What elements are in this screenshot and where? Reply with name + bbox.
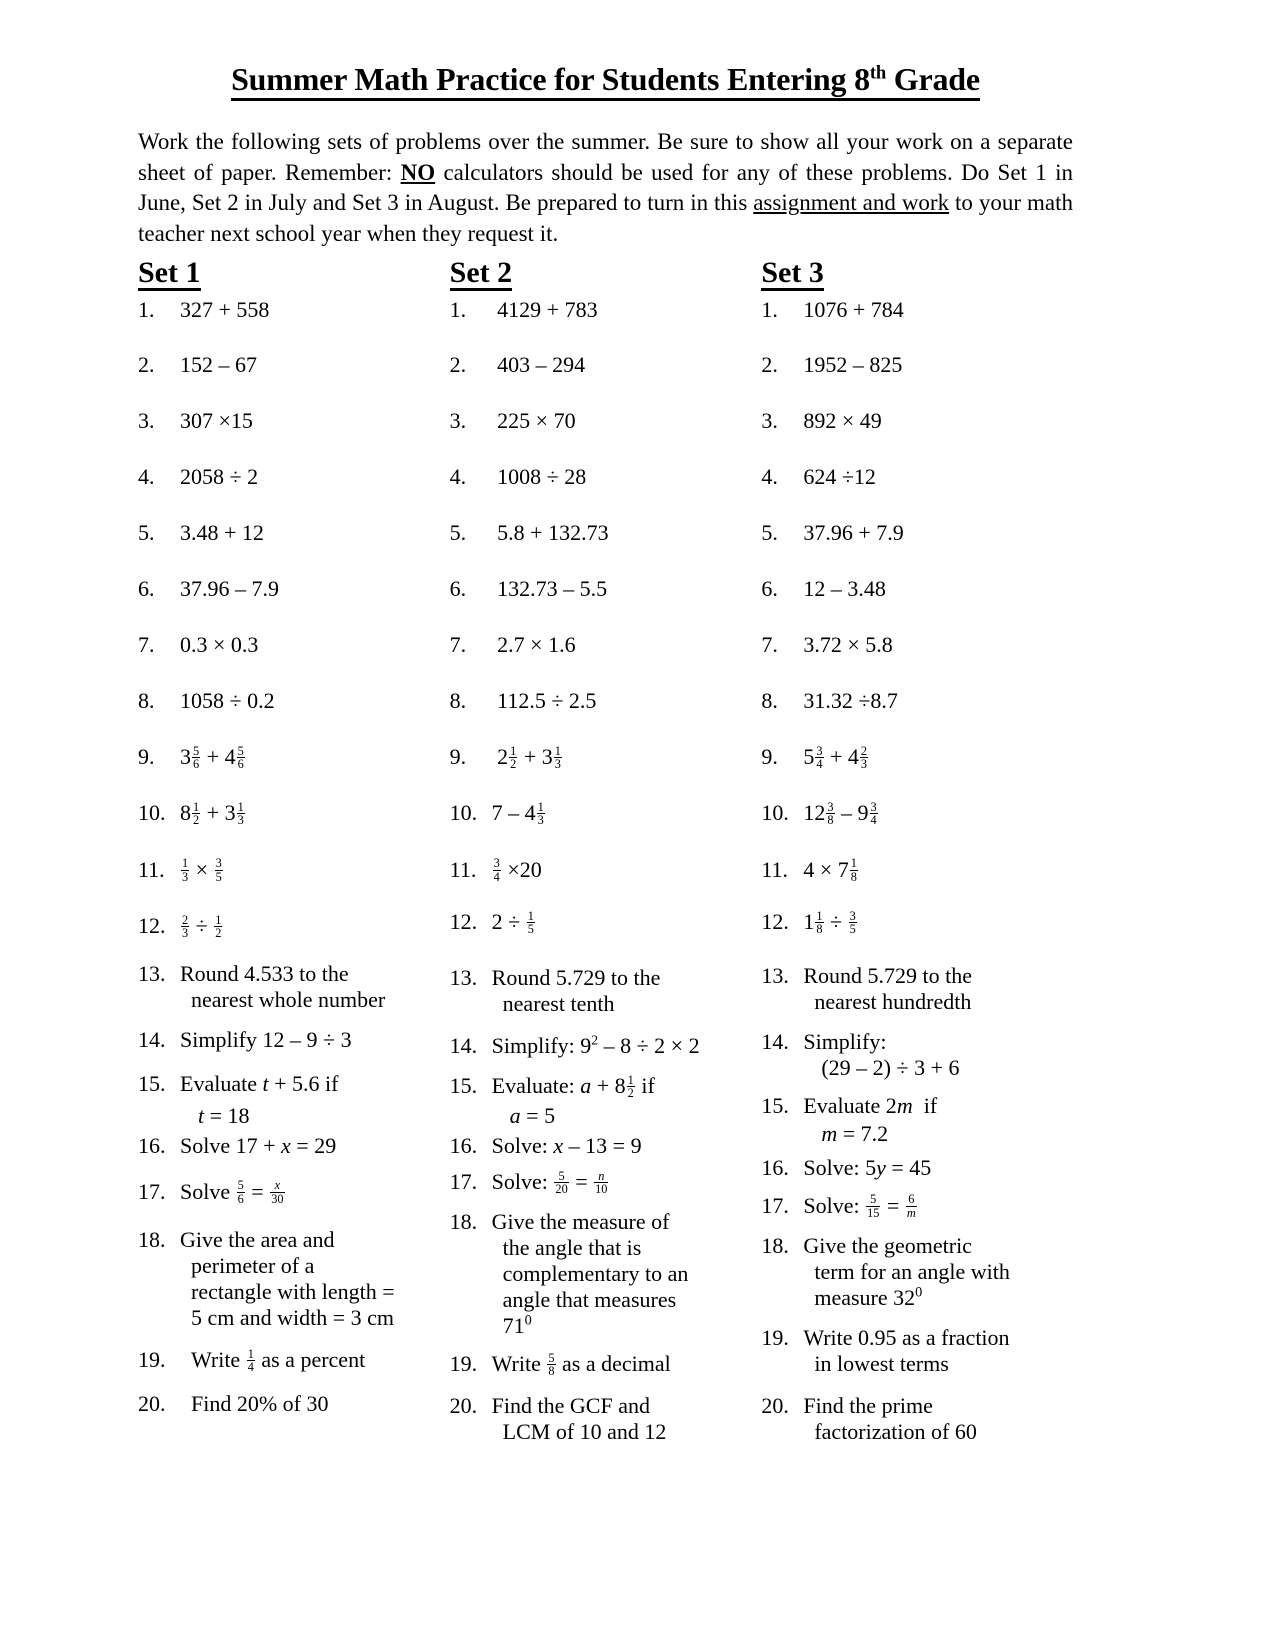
- problem-item: 6. 12 – 3.48: [761, 576, 1073, 602]
- problem-item: 10. 7 – 4 $\frac{1}{3}$: [450, 800, 762, 826]
- problem-item: 5. 5.8 + 132.73: [450, 520, 762, 546]
- problem-item: 1. 327 + 558: [138, 297, 450, 323]
- problem-text: Find the prime factorization of 60: [803, 1392, 977, 1444]
- problem-text: Find the GCF and LCM of 10 and 12: [491, 1393, 667, 1445]
- problem-set-1: [138, 255, 450, 1446]
- problem-item: 10. 8 $\frac{1}{2}$ + 3 $\frac{1}{3}$: [138, 800, 450, 826]
- page-title: [138, 62, 1073, 101]
- problem-item: 4. 2058 ÷ 2: [138, 464, 450, 490]
- problem-text: 3 $\frac{5}{6}$ + 4 $\frac{5}{6}$: [180, 743, 244, 772]
- problem-item: 1. 4129 + 783: [450, 297, 762, 323]
- problem-item: 16. Solve: x – 13 = 9: [450, 1133, 762, 1159]
- problem-text: 1076 + 784: [803, 296, 904, 322]
- problem-text: Solve $\frac{5}{6}$ = $\frac{x}{30}$: [180, 1178, 284, 1206]
- problem-text: Solve 17 + x = 29: [180, 1132, 337, 1158]
- problem-item: 13. Round 5.729 to the nearest tenth: [450, 965, 762, 1017]
- problem-item: 11. $\frac{3}{4}$ ×20: [450, 857, 762, 883]
- problem-text: Write $\frac{1}{4}$ as a percent: [180, 1346, 366, 1374]
- problem-item: 5. 37.96 + 7.9: [761, 520, 1073, 546]
- problem-text: 1058 ÷ 0.2: [180, 688, 275, 714]
- intro-paragraph: [138, 127, 1073, 249]
- page-content: [138, 62, 1073, 1445]
- problem-item: 18. Give the area and perimeter of a rectangle with length = 5 cm and width = 3 cm: [138, 1227, 450, 1331]
- problem-text: 225 × 70: [491, 408, 576, 434]
- problem-item: 20. Find the GCF and LCM of 10 and 12: [450, 1393, 762, 1445]
- problem-item: 11. $\frac{1}{3}$ × $\frac{3}{5}$: [138, 857, 450, 883]
- problem-item: 7. 2.7 × 1.6: [450, 632, 762, 658]
- problem-item: 3. 307 ×15: [138, 408, 450, 434]
- intro-no-emphasis: NO: [400, 159, 436, 185]
- intro-part-2: calculators should be used for any of these problems. Do Set 1 in June, Set 2 in July and Set 3 in August. Be prepared to turn in this: [138, 159, 1073, 216]
- problem-item: 12. $\frac{2}{3}$ ÷ $\frac{1}{2}$: [138, 913, 450, 939]
- problem-item: 7. 3.72 × 5.8: [761, 632, 1073, 658]
- problem-text: 2 ÷ $\frac{1}{5}$: [491, 908, 534, 936]
- problem-item: 15. Evaluate: a + 8 $\frac{1}{2}$ if a = 5: [450, 1073, 762, 1129]
- problem-item: 9. 5 $\frac{3}{4}$ + 4 $\frac{2}{3}$: [761, 744, 1073, 770]
- problem-item: 6. 37.96 – 7.9: [138, 576, 450, 602]
- problem-text: Evaluate t + 5.6 if t = 18: [180, 1070, 339, 1128]
- problem-item: 13. Round 5.729 to the nearest hundredth: [761, 963, 1073, 1015]
- problem-text: Solve: $\frac{5}{20}$ = $\frac{n}{10}$: [491, 1168, 608, 1197]
- problem-text: $\frac{2}{3}$ ÷ $\frac{1}{2}$: [182, 912, 222, 940]
- intro-part-3: to your math teacher next school year when they request it.: [138, 190, 1073, 246]
- set-1-problem-list: [138, 297, 450, 1418]
- set-2-heading: Set 2: [449, 255, 513, 289]
- problem-item: 2. 152 – 67: [138, 352, 450, 378]
- problem-text: 37.96 + 7.9: [803, 520, 904, 546]
- problem-item: 16. Solve 17 + x = 29: [138, 1133, 450, 1159]
- problem-item: 20. Find 20% of 30: [138, 1391, 450, 1417]
- problem-item: 16. Solve: 5y = 45: [761, 1155, 1073, 1181]
- page-title-ordinal: th: [869, 62, 886, 84]
- problem-text: 2058 ÷ 2: [180, 464, 259, 490]
- problem-item: 8. 112.5 ÷ 2.5: [450, 688, 762, 714]
- problem-text: Simplify: $9^2 - 8 \div 2 \times 2$: [491, 1032, 700, 1059]
- problem-item: 9. 2 $\frac{1}{2}$ + 3 $\frac{1}{3}$: [450, 744, 762, 770]
- problem-item: 14. Simplify: $9^2 - 8 \div 2 \times 2$: [450, 1033, 762, 1059]
- problem-text: 2 $\frac{1}{2}$ + 3 $\frac{1}{3}$: [497, 743, 561, 772]
- problem-item: 6. 132.73 – 5.5: [450, 576, 762, 602]
- problem-text: 12 $\frac{3}{8}$ – 9 $\frac{3}{4}$: [803, 800, 877, 828]
- problem-text: 8 $\frac{1}{2}$ + 3 $\frac{1}{3}$: [180, 800, 244, 828]
- problem-item: 20. Find the prime factorization of 60: [761, 1393, 1073, 1445]
- problem-text: $\frac{1}{3}$ × $\frac{3}{5}$: [182, 856, 222, 884]
- problem-text: Evaluate: a + 8 $\frac{1}{2}$ if a = 5: [491, 1072, 655, 1129]
- problem-text: 5 $\frac{3}{4}$ + 4 $\frac{2}{3}$: [803, 743, 868, 772]
- problem-text: 5.8 + 132.73: [491, 520, 609, 546]
- problem-text: Find 20% of 30: [180, 1391, 329, 1417]
- problem-sets-columns: [138, 255, 1073, 1446]
- problem-item: 3. 225 × 70: [450, 408, 762, 434]
- problem-text: 892 × 49: [803, 408, 882, 434]
- problem-text: Round 5.729 to the nearest tenth: [491, 965, 661, 1017]
- problem-text: $\frac{3}{4}$ ×20: [493, 856, 542, 884]
- problem-text: 2.7 × 1.6: [491, 632, 576, 658]
- problem-item: 4. 1008 ÷ 28: [450, 464, 762, 490]
- problem-text: Write 0.95 as a fraction in lowest terms: [803, 1324, 1010, 1376]
- problem-item: 8. 31.32 ÷8.7: [761, 688, 1073, 714]
- problem-item: 2. 1952 – 825: [761, 352, 1073, 378]
- problem-text: 327 + 558: [180, 296, 270, 322]
- problem-item: 2. 403 – 294: [450, 352, 762, 378]
- intro-underlined-phrase: assignment and work: [753, 190, 950, 216]
- problem-text: Solve: 5y = 45: [803, 1154, 932, 1180]
- problem-text: 3.48 + 12: [180, 520, 264, 546]
- page-title-main: Summer Math Practice for Students Entering 8: [231, 61, 870, 97]
- problem-item: 19. Write $\frac{5}{8}$ as a decimal: [450, 1351, 762, 1377]
- problem-item: 8. 1058 ÷ 0.2: [138, 688, 450, 714]
- problem-set-3: [761, 255, 1073, 1446]
- problem-text: Give the area and perimeter of a rectangle with length = 5 cm and width = 3 cm: [180, 1227, 395, 1330]
- problem-text: 3.72 × 5.8: [803, 632, 893, 658]
- problem-text: 31.32 ÷8.7: [803, 688, 898, 714]
- intro-part-1: Work the following sets of problems over the summer. Be sure to show all your work on a separate sheet of paper. Remember:: [138, 129, 1073, 185]
- problem-text: 1008 ÷ 28: [491, 464, 587, 490]
- problem-text: 4129 + 783: [491, 296, 598, 322]
- problem-text: Evaluate 2m if m = 7.2: [803, 1092, 938, 1146]
- problem-text: 132.73 – 5.5: [491, 576, 608, 602]
- problem-text: Round 4.533 to the nearest whole number: [180, 961, 386, 1013]
- problem-text: 1952 – 825: [803, 352, 903, 378]
- problem-item: 13. Round 4.533 to the nearest whole number: [138, 961, 450, 1013]
- problem-item: 12. 1 $\frac{1}{8}$ ÷ $\frac{3}{5}$: [761, 909, 1073, 935]
- problem-item: 7. 0.3 × 0.3: [138, 632, 450, 658]
- problem-item: 14. Simplify: (29 – 2) ÷ 3 + 6: [761, 1029, 1073, 1081]
- problem-item: 17. Solve: $\frac{5}{15}$ = $\frac{6}{m}$: [761, 1193, 1073, 1219]
- problem-item: 4. 624 ÷12: [761, 464, 1073, 490]
- problem-text: 403 – 294: [491, 352, 586, 378]
- problem-text: Solve: x – 13 = 9: [491, 1133, 642, 1159]
- problem-text: 0.3 × 0.3: [180, 632, 259, 658]
- problem-text: 12 – 3.48: [803, 576, 886, 602]
- problem-item: 15. Evaluate t + 5.6 if t = 18: [138, 1071, 450, 1129]
- problem-item: 11. 4 × 7 $\frac{1}{8}$: [761, 857, 1073, 883]
- problem-text: 7 – 4 $\frac{1}{3}$: [491, 800, 544, 828]
- problem-text: 4 × 7 $\frac{1}{8}$: [803, 856, 857, 884]
- set-3-problem-list: [761, 297, 1073, 1445]
- problem-item: 18. Give the geometric term for an angle with measure $32^0$: [761, 1233, 1073, 1311]
- problem-item: 10. 12 $\frac{3}{8}$ – 9 $\frac{3}{4}$: [761, 800, 1073, 826]
- page-title-tail: Grade: [886, 61, 980, 97]
- problem-item: 3. 892 × 49: [761, 408, 1073, 434]
- problem-item: 17. Solve $\frac{5}{6}$ = $\frac{x}{30}$: [138, 1179, 450, 1205]
- problem-item: 15. Evaluate 2m if m = 7.2: [761, 1093, 1073, 1147]
- problem-text: Give the measure of the angle that is complementary to an angle that measures $71^0$: [491, 1209, 689, 1339]
- set-1-heading: Set 1: [138, 255, 201, 289]
- problem-set-2: [449, 255, 762, 1446]
- set-3-heading: Set 3: [761, 255, 824, 289]
- problem-item: 17. Solve: $\frac{5}{20}$ = $\frac{n}{10}$: [450, 1169, 762, 1195]
- problem-item: 1. 1076 + 784: [761, 297, 1073, 323]
- problem-text: 1 $\frac{1}{8}$ ÷ $\frac{3}{5}$: [803, 908, 856, 936]
- problem-item: 9. 3 $\frac{5}{6}$ + 4 $\frac{5}{6}$: [138, 744, 450, 770]
- problem-item: 12. 2 ÷ $\frac{1}{5}$: [450, 909, 762, 935]
- problem-text: 624 ÷12: [803, 464, 876, 490]
- problem-text: Simplify: (29 – 2) ÷ 3 + 6: [803, 1029, 960, 1080]
- problem-item: 19. Write 0.95 as a fraction in lowest terms: [761, 1325, 1073, 1377]
- problem-text: 37.96 – 7.9: [180, 576, 279, 602]
- problem-text: 307 ×15: [180, 408, 253, 434]
- problem-text: Give the geometric term for an angle with measure $32^0$: [803, 1233, 1010, 1310]
- problem-item: 5. 3.48 + 12: [138, 520, 450, 546]
- problem-text: Write $\frac{5}{8}$ as a decimal: [491, 1350, 671, 1379]
- problem-text: 152 – 67: [180, 352, 257, 378]
- problem-text: Solve: $\frac{5}{15}$ = $\frac{6}{m}$: [803, 1192, 916, 1220]
- problem-item: 19. Write $\frac{1}{4}$ as a percent: [138, 1347, 450, 1373]
- problem-item: 14. Simplify 12 – 9 ÷ 3: [138, 1027, 450, 1053]
- problem-text: Round 5.729 to the nearest hundredth: [803, 963, 973, 1015]
- problem-text: 112.5 ÷ 2.5: [491, 688, 597, 714]
- problem-text: Simplify 12 – 9 ÷ 3: [180, 1027, 352, 1053]
- set-2-problem-list: [450, 297, 762, 1446]
- problem-item: 18. Give the measure of the angle that is complementary to an angle that measures $71^0$: [450, 1209, 762, 1339]
